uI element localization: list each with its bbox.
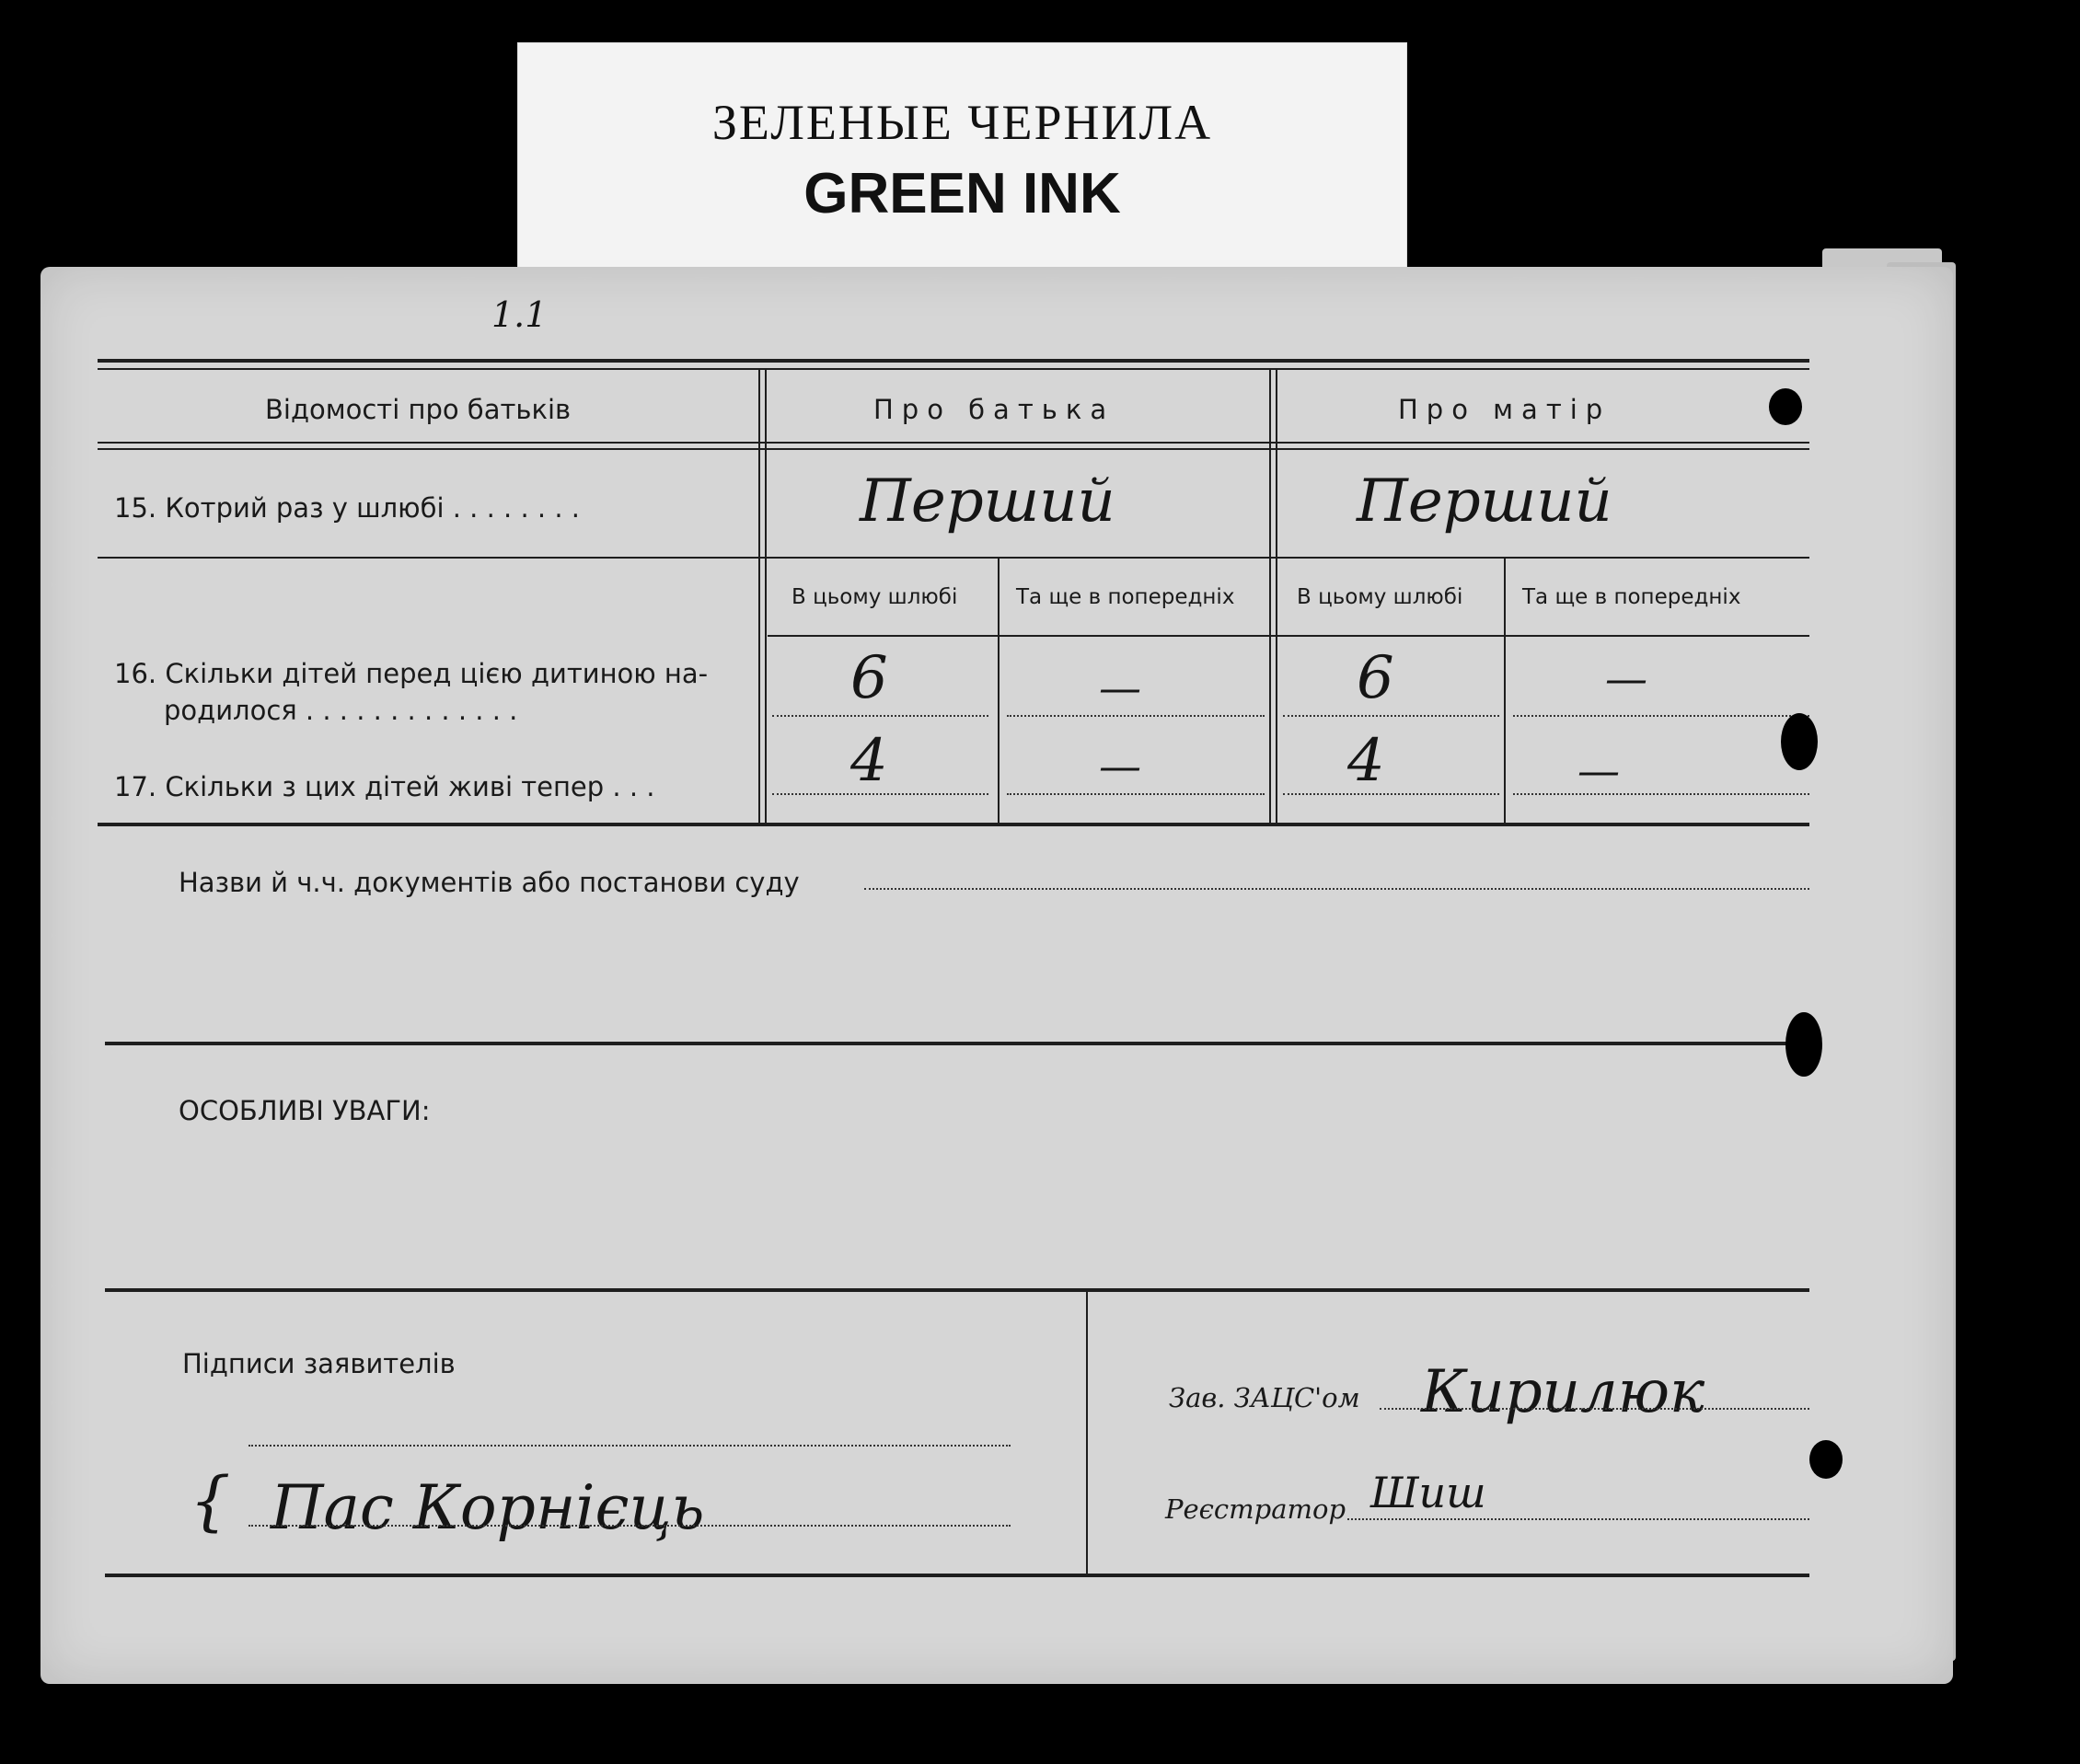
- header-about-mother: Про матір: [1398, 394, 1612, 425]
- row17-label: 17. Скільки з цих дітей живі тепер . . .: [114, 771, 655, 802]
- margin-note: 1.1: [491, 294, 548, 335]
- rule: [98, 823, 1809, 826]
- head-label: Зав. ЗАЦС'ом: [1169, 1382, 1360, 1413]
- row16-mother-previous: —: [1605, 653, 1647, 703]
- fill-line: [248, 1445, 1011, 1447]
- row16-father-previous: —: [1099, 663, 1141, 712]
- fill-line: [1380, 1408, 1809, 1410]
- fill-line: [772, 715, 988, 717]
- document-sheet: [40, 267, 1953, 1684]
- column-divider: [765, 368, 767, 824]
- applicants-label: Підписи заявителів: [182, 1348, 456, 1379]
- green-ink-label-card: [517, 42, 1407, 272]
- punch-hole: [1769, 388, 1802, 425]
- subheader-father-previous: Та ще в попередніх: [1016, 585, 1235, 609]
- rule: [98, 448, 1809, 450]
- rule: [768, 635, 1809, 637]
- row15-mother-value: Перший: [1357, 467, 1612, 536]
- row17-mother-previous: —: [1577, 745, 1620, 795]
- fill-line: [248, 1525, 1011, 1527]
- punch-hole: [1781, 713, 1818, 770]
- label-english: GREEN INK: [803, 162, 1121, 225]
- punch-hole: [1785, 1012, 1822, 1077]
- applicant-signature: Пас Корнієць: [271, 1472, 705, 1543]
- fill-line: [864, 888, 1809, 890]
- fill-line: [1283, 715, 1499, 717]
- rule: [98, 557, 1809, 559]
- signature-divider: [1086, 1290, 1088, 1575]
- row16-label-line2: родилося . . . . . . . . . . . . .: [164, 695, 518, 726]
- row15-label: 15. Котрий раз у шлюбі . . . . . . . .: [114, 492, 580, 524]
- column-divider: [1276, 368, 1277, 824]
- head-signature: Кирилюк: [1421, 1358, 1705, 1426]
- column-divider: [1269, 368, 1271, 824]
- rule: [98, 359, 1809, 363]
- fill-line: [772, 793, 988, 795]
- header-parents-info: Відомості про батьків: [265, 394, 572, 425]
- fill-line: [1347, 1518, 1809, 1520]
- fill-line: [1007, 793, 1265, 795]
- row16-father-this: 6: [850, 644, 888, 712]
- rule: [98, 368, 1809, 370]
- documents-label: Назви й ч.ч. документів або постанови суду: [179, 867, 800, 898]
- row16-label-line1: 16. Скільки дітей перед цією дитиною на-: [114, 658, 709, 689]
- registrar-label: Реєстратор: [1165, 1493, 1346, 1525]
- registrar-signature: Шиш: [1370, 1468, 1486, 1517]
- rule: [105, 1288, 1809, 1292]
- row17-mother-this: 4: [1347, 727, 1385, 795]
- row17-father-this: 4: [850, 727, 888, 795]
- subheader-mother-previous: Та ще в попередніх: [1522, 585, 1741, 609]
- rule: [98, 442, 1809, 444]
- subheader-mother-this-marriage: В цьому шлюбі: [1297, 585, 1463, 609]
- rule: [105, 1042, 1809, 1045]
- brace-mark: {: [190, 1463, 231, 1539]
- label-russian: ЗЕЛЕНЫЕ ЧЕРНИЛА: [711, 95, 1213, 150]
- header-about-father: Про батька: [873, 394, 1115, 425]
- rule: [105, 1574, 1809, 1577]
- column-divider: [758, 368, 760, 824]
- subheader-father-this-marriage: В цьому шлюбі: [792, 585, 958, 609]
- subcolumn-divider: [998, 558, 1000, 824]
- fill-line: [1513, 715, 1809, 717]
- row16-mother-this: 6: [1357, 644, 1394, 712]
- row15-father-value: Перший: [860, 467, 1115, 536]
- row17-father-previous: —: [1099, 741, 1141, 790]
- fill-line: [1007, 715, 1265, 717]
- fill-line: [1513, 793, 1809, 795]
- punch-hole: [1809, 1440, 1843, 1479]
- subcolumn-divider: [1504, 558, 1506, 824]
- remarks-label: ОСОБЛИВІ УВАГИ:: [179, 1095, 431, 1126]
- fill-line: [1283, 793, 1499, 795]
